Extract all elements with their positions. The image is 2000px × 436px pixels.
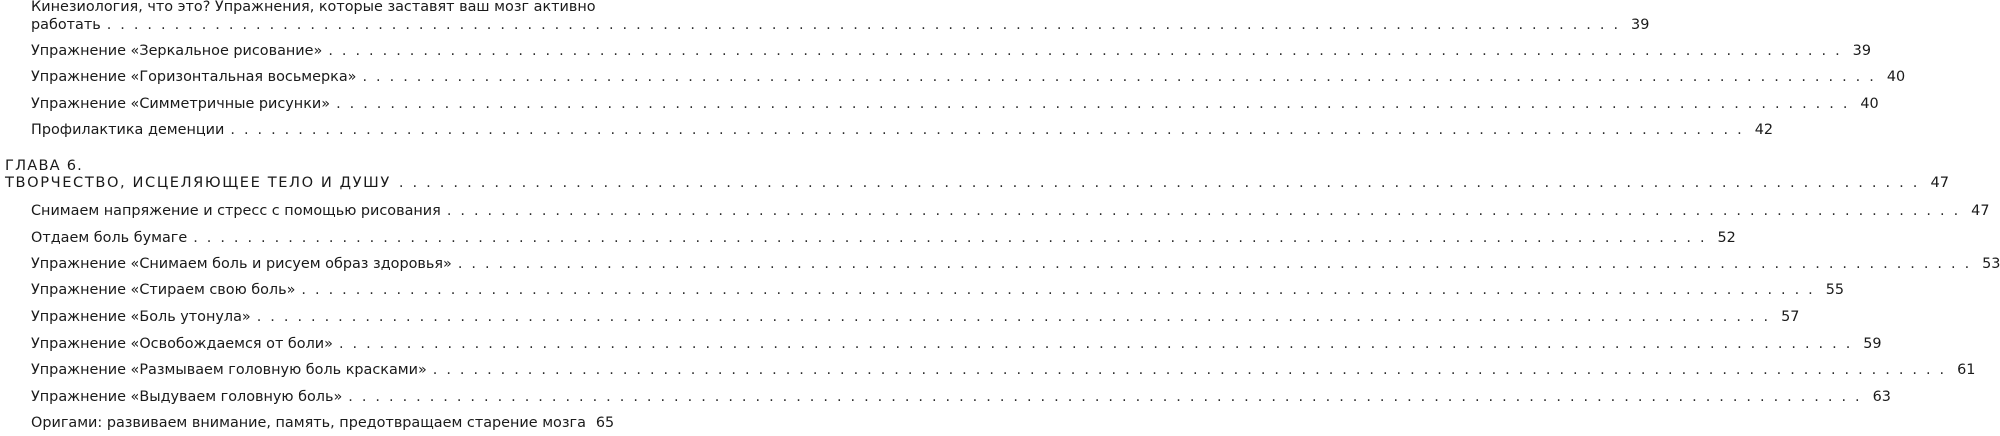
toc-entry <box>31 93 1879 115</box>
toc-entry-label: Упражнение «Боль утонула» <box>31 309 251 325</box>
toc-entry <box>31 279 1845 301</box>
page-number: 57 <box>1781 309 1800 325</box>
toc-entry <box>31 227 1736 249</box>
toc-entry-label: Отдаем боль бумаге <box>31 230 188 246</box>
dot-leader: ................................................................................................................ <box>362 69 1883 85</box>
dot-leader: ................................................................................................................ <box>328 43 1849 59</box>
toc-entry <box>31 14 1650 36</box>
page-number: 47 <box>1930 174 1950 191</box>
toc-entry-label: Упражнение «Размываем головную боль красками» <box>31 362 427 378</box>
dot-leader: ................................................................................................................ <box>398 174 1927 191</box>
toc-entry <box>31 66 1906 88</box>
dot-leader: ................................................................................................................ <box>432 362 1954 378</box>
page-number: 59 <box>1863 336 1882 352</box>
page-number: 63 <box>1872 389 1891 405</box>
toc-entry <box>31 119 1774 141</box>
page-number: 47 <box>1971 203 1990 219</box>
toc-entry-label: Профилактика деменции <box>31 122 225 138</box>
page-number: 39 <box>1852 43 1871 59</box>
page-number: 39 <box>1631 17 1650 33</box>
toc-entry <box>31 333 1882 355</box>
toc-entry <box>31 412 615 434</box>
toc-entry-label: Упражнение «Освобождаемся от боли» <box>31 336 333 352</box>
toc-entry-label: Упражнение «Стираем свою боль» <box>31 282 296 298</box>
dot-leader: ................................................................................................................ <box>348 389 1869 405</box>
page-number: 52 <box>1717 230 1736 246</box>
dot-leader: ................................................................................................................ <box>446 203 1968 219</box>
toc-entry <box>31 359 1976 381</box>
chapter-title: ТВОРЧЕСТВО, ИСЦЕЛЯЮЩЕЕ ТЕЛО И ДУШУ <box>5 174 391 191</box>
toc-entry <box>31 200 1990 222</box>
toc-entry-label: Упражнение «Горизонтальная восьмерка» <box>31 69 357 85</box>
dot-leader: ................................................................................................................ <box>457 256 1979 272</box>
toc-entry-label: Оригами: развиваем внимание, память, предотвращаем старение мозга <box>31 415 586 431</box>
toc-entry <box>31 386 1891 408</box>
toc-entry-label: Упражнение «Зеркальное рисование» <box>31 43 323 59</box>
page-number: 40 <box>1860 96 1879 112</box>
page-number: 42 <box>1754 122 1774 138</box>
toc-entry-label: Упражнение «Снимаем боль и рисуем образ здоровья» <box>31 256 452 272</box>
toc-entry <box>31 306 1800 328</box>
chapter-entry <box>5 172 1950 194</box>
dot-leader: ................................................................................................................ <box>336 96 1857 112</box>
toc-entry-title-line: Кинезиология, что это? Упражнения, которые заставят ваш мозг активно <box>31 0 596 15</box>
dot-leader: ................................................................................................................ <box>256 309 1778 325</box>
dot-leader: ................................................................................................................ <box>230 122 1751 138</box>
toc-entry <box>31 40 1871 62</box>
dot-leader: ................................................................................................................ <box>106 17 1628 33</box>
page-number: 61 <box>1957 362 1976 378</box>
page-number: 55 <box>1825 282 1845 298</box>
page-number: 65 <box>595 415 615 431</box>
dot-leader: ................................................................................................................ <box>193 230 1714 246</box>
dot-leader: ................................................................................................................ <box>338 336 1860 352</box>
toc-entry-label: Упражнение «Симметричные рисунки» <box>31 96 331 112</box>
dot-leader: ................................................................................................................ <box>301 282 1822 298</box>
toc-entry-label: Снимаем напряжение и стресс с помощью рисования <box>31 203 441 219</box>
toc-entry-label: Упражнение «Выдуваем головную боль» <box>31 389 343 405</box>
chapter-number: ГЛАВА 6. <box>5 157 84 174</box>
toc-entry <box>31 253 2000 275</box>
page-number: 40 <box>1886 69 1906 85</box>
page-number: 53 <box>1982 256 2000 272</box>
toc-entry-label: работать <box>31 17 101 33</box>
